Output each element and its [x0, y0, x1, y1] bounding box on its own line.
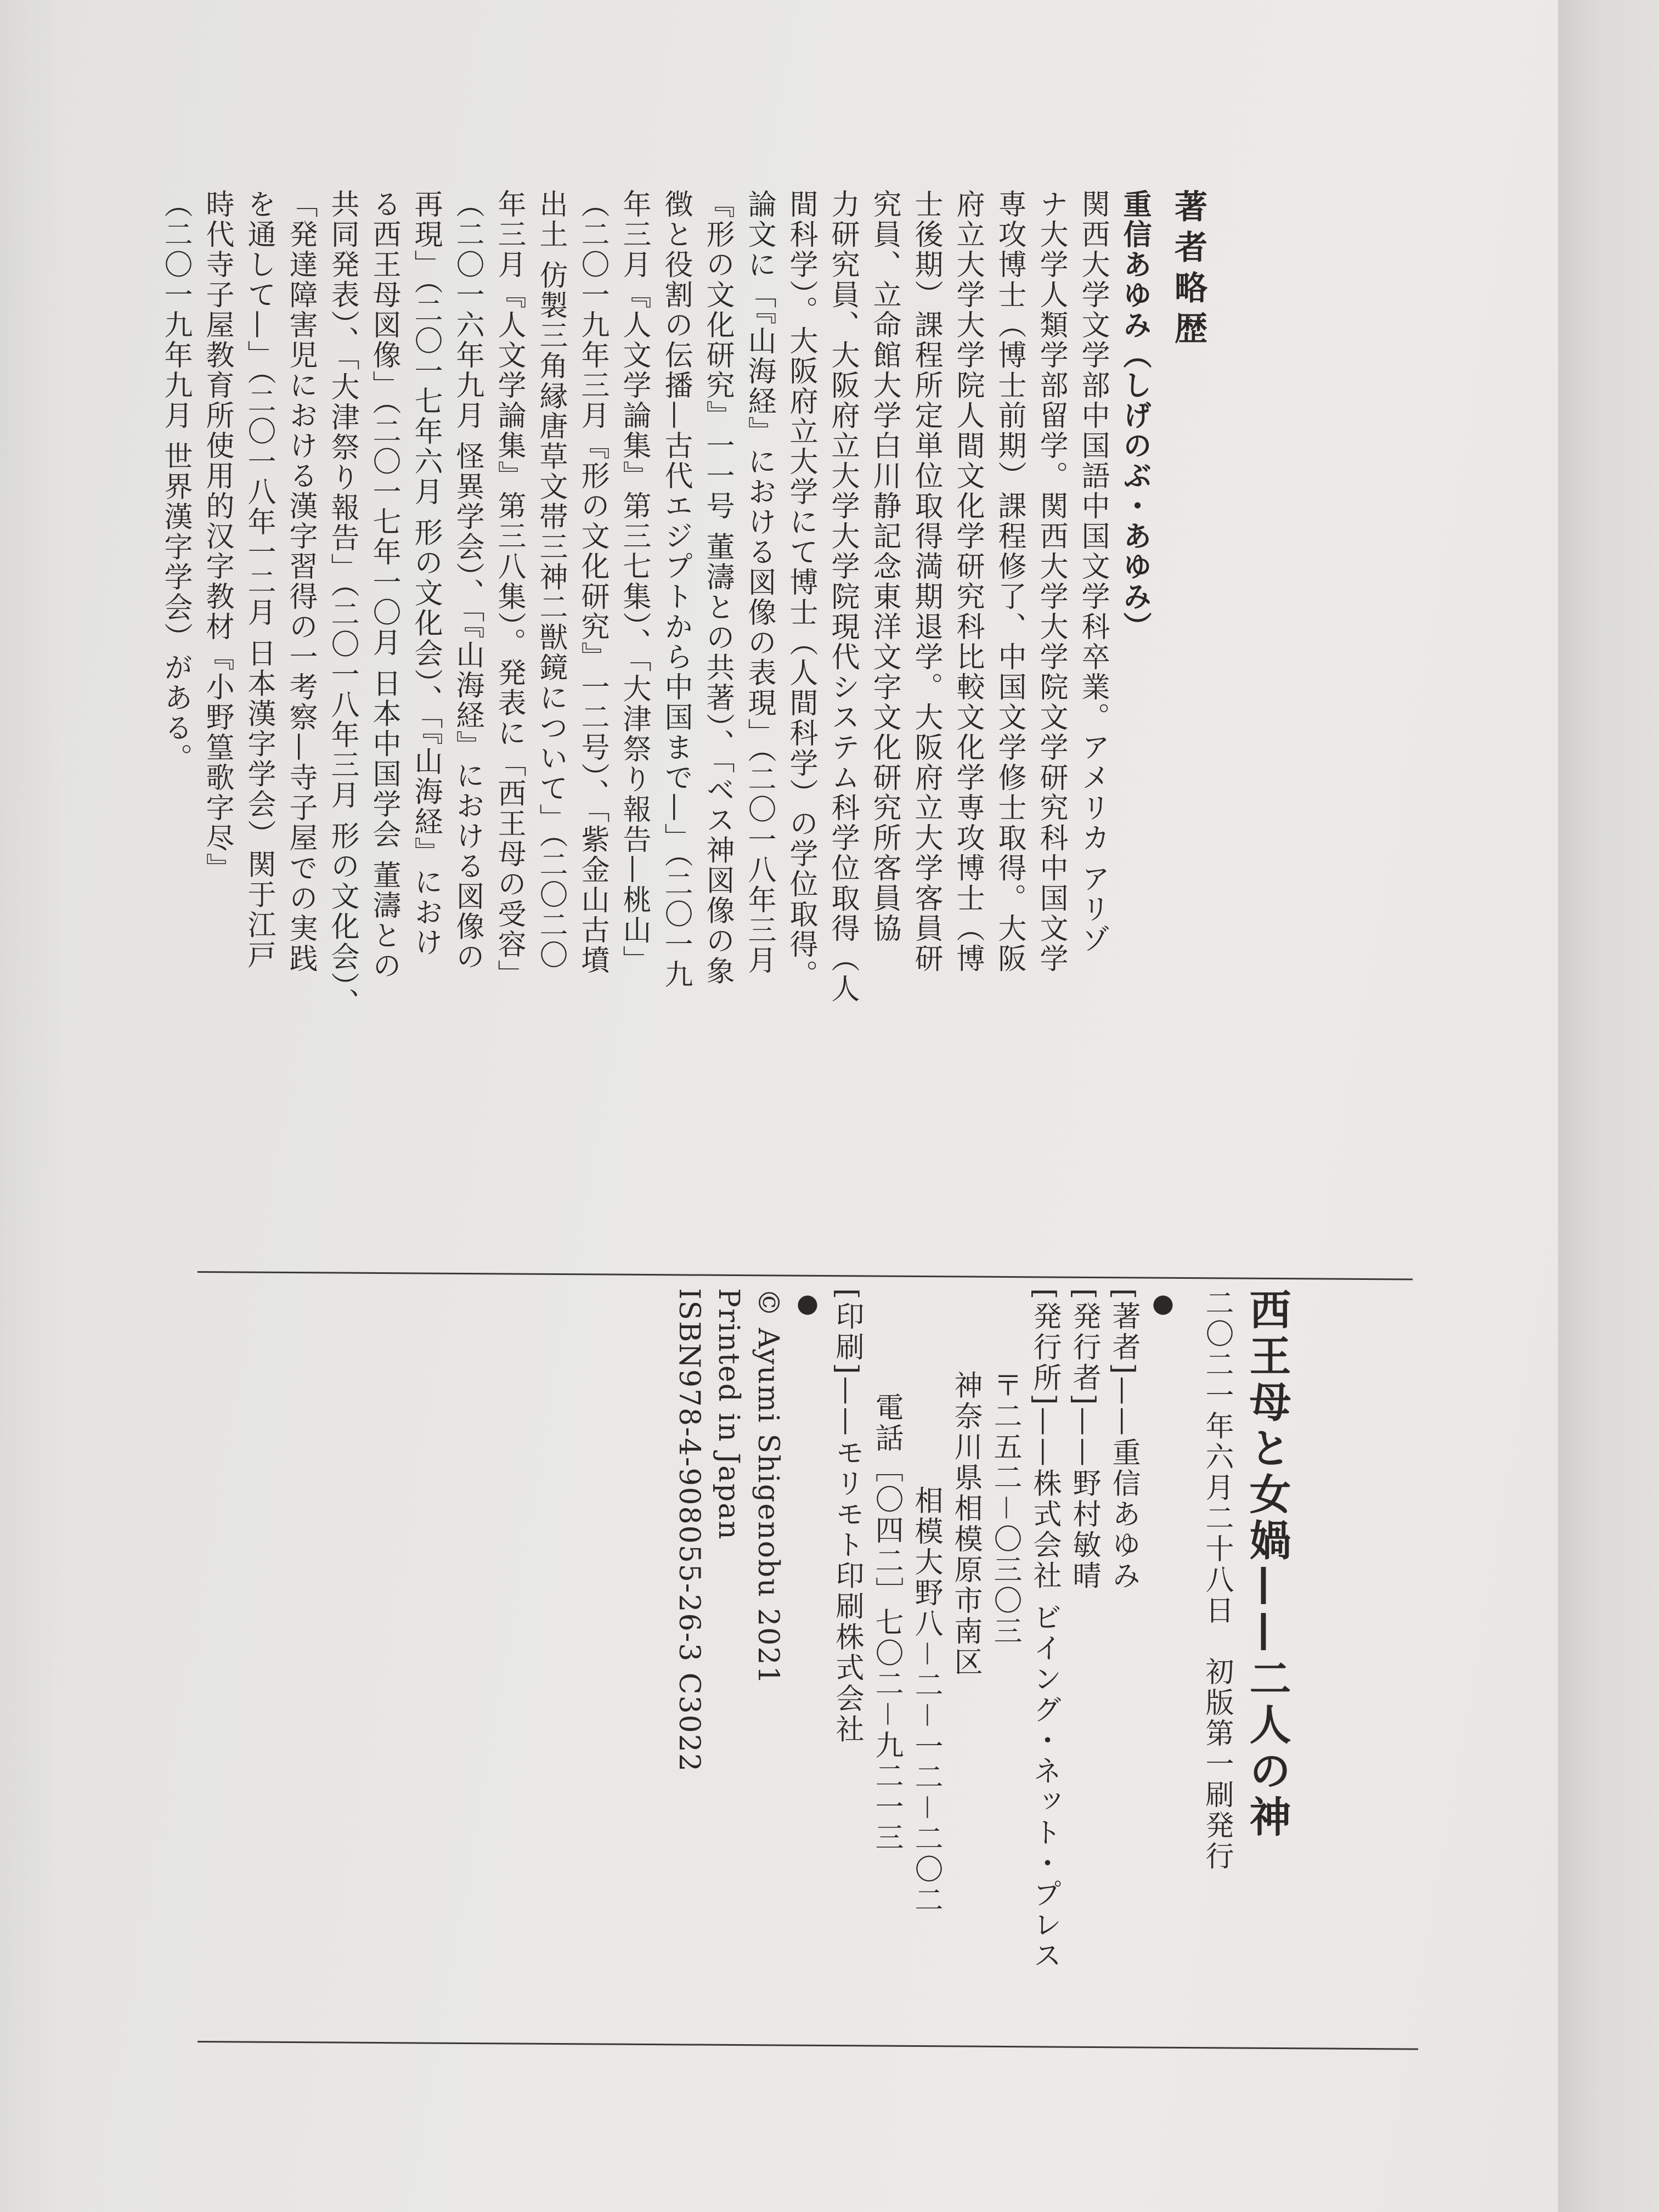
bio-line: 間科学）。大阪府立大学にて博士（人間科学）の学位取得。 [785, 189, 817, 990]
bio-heading: 著者略歴 [1169, 189, 1207, 352]
bio-line: （二〇一九年三月『形の文化研究』一二号）、「紫金山古墳 [576, 189, 609, 975]
bio-line: 「発達障害児における漢字習得の一考察—寺子屋での実践 [284, 189, 317, 974]
bio-line: 関西大学文学部中国語中国文学科卒業。アメリカ アリゾ [1076, 189, 1109, 955]
bio-line: 力研究員、大阪府立大学大学院現代システム科学位取得（人 [826, 189, 859, 1004]
colophon-bullet-icon: ● [1148, 1288, 1178, 1320]
bio-line: 年三月『人文学論集』第三八集）。発表に「西王母の受容」 [493, 189, 526, 990]
page-edge [1558, 0, 1659, 2212]
bio-line: ナ大学人類学部留学。関西大学大学院文学研究科中国文学 [1035, 189, 1068, 974]
bio-line: 究員、立命館大学白川静記念東洋文字文化研究所客員協 [868, 189, 901, 944]
isbn: ISBN978-4-908055-26-3 C3022 [673, 1288, 706, 1773]
issuer-value: ——野村敏晴 [1068, 1407, 1101, 1592]
page-shadow [0, 0, 66, 2212]
book-title: 西王母と女媧——二人の神 [1243, 1288, 1291, 1841]
bio-line: （二〇一九年九月 世界漢字学会）がある。 [159, 189, 192, 774]
address-line-1: 神奈川県相模原市南区 [949, 1370, 982, 1678]
bio-line: 徴と役割の伝播—古代エジプトから中国まで—」（二〇一九 [659, 189, 692, 990]
bio-line: 再現」（二〇一七年六月 形の文化会）、「『山海経』におけ [409, 189, 442, 958]
bio-line: る西王母図像」（二〇一七年一〇月 日本中国学会 董濤との [368, 189, 400, 981]
publication-date: 二〇二一年六月二十八日 初版第一刷発行 [1200, 1288, 1233, 1872]
printer-value: ——モリモト印刷株式会社 [831, 1376, 864, 1745]
phone-number: 電話［〇四二］七〇二－九二一三 [870, 1392, 903, 1854]
colophon [669, 1288, 1297, 1971]
bio-line: 府立大学大学院人間文化学研究科比較文化学専攻博士（博 [951, 189, 984, 974]
bio-line: 出土 仿製三角縁唐草文帯三神二獣鏡について」（二〇二〇 [534, 189, 567, 970]
issuer-label: [発行者] [1068, 1288, 1101, 1407]
printer-label: [印刷] [831, 1288, 864, 1376]
bio-line: 専攻博士（博士前期）課程修了、中国文学修士取得。大阪 [993, 189, 1026, 974]
printed-in: Printed in Japan [712, 1288, 745, 1541]
author-value: ——重信あゆみ [1107, 1376, 1140, 1592]
publisher-line [1025, 1288, 1064, 1971]
colophon-bullet-icon: ● [793, 1288, 822, 1320]
bio-line: を通して—」（二〇一八年一二月 日本漢字学会）関于江戸 [242, 189, 275, 970]
author-line [1104, 1288, 1143, 1971]
bio-line: （二〇一六年九月 怪異学会）、「『山海経』における図像の [451, 189, 484, 972]
postal-code: 〒二五二－〇三〇三 [989, 1370, 1022, 1647]
bio-line: 時代寺子屋教育所使用的汉字教材『小野篁歌字尽』 [201, 189, 234, 883]
bio-author-name: 重信あゆみ（しげのぶ・あゆみ） [1118, 189, 1152, 642]
bio-line: 『形の文化研究』一一号 董濤との共著）、「ベス神図像の象 [701, 189, 734, 986]
bio-line: 論文に「『山海経』における図像の表現」（二〇一八年三月 [743, 189, 776, 975]
address-line-2: 相模大野八－二－一二－二〇二 [910, 1486, 943, 1916]
printer-line [827, 1288, 867, 1971]
publisher-label: [発行所] [1028, 1288, 1061, 1407]
author-biography [155, 189, 1209, 1018]
bio-line: 共同発表）、「大津祭り報告」（二〇一八年三月 形の文化会）、 [326, 189, 359, 1018]
author-label: [著者] [1107, 1288, 1140, 1376]
copyright-notice: © Ayumi Shigenobu 2021 [752, 1288, 785, 1685]
publisher-value: ——株式会社 ビイング・ネット・プレス [1028, 1407, 1061, 1972]
bio-line: 士後期）課程所定単位取得満期退学。大阪府立大学客員研 [910, 189, 943, 974]
issuer-line [1064, 1288, 1104, 1971]
bio-line: 年三月『人文学論集』第三七集）、「大津祭り報告—桃山」 [618, 189, 651, 975]
